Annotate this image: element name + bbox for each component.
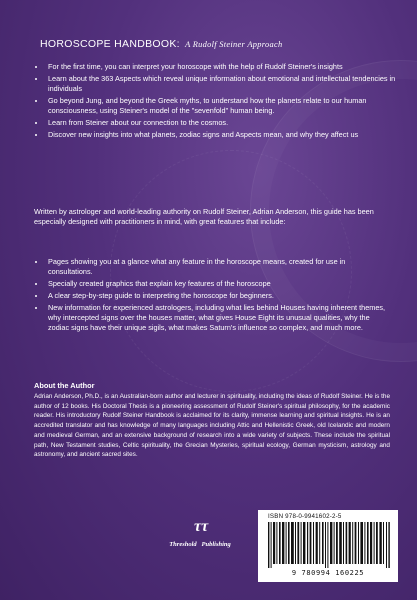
publisher-name — [150, 541, 250, 548]
about-author-body: Adrian Anderson, Ph.D., is an Australian-born author and lecturer in spirituality, including the ideas of Rudolf Steiner. He is the author of 12 books. His Doctoral Thesis is a pioneering assessment of Rudolf Steiner's spiritual philosophy, for the academic reader. His introductory Rudolf Steiner Handbook is acclaimed for its clarity, immense learning and spiritual insights. He is an accredited translator and has knowledge of many languages including Attic and Hellenistic Greek, old Icelandic and modern and medieval German, and an extensive background of research into a wide variety of subjects. These include the spiritual path, New Testament studies, Celtic spirituality, the Grecian Mysteries, spiritual ecology, German mysticism, astrology and astronomy, and ancient sacred sites. — [34, 393, 390, 459]
list-item: • Discover new insights into what planets, zodiac signs and Aspects mean, and why they affect us — [46, 130, 406, 140]
list-item: • New information for experienced astrologers, including what lies behind Houses having inherent themes, why intercepted signs over the houses matter, what gives House Eight its unusual qualities, why the zodiac signs have their unique sigils, what makes Saturn's influence so complex, and much more. — [46, 303, 386, 334]
top-bullet-list — [34, 62, 406, 141]
cover-heading — [40, 38, 282, 50]
intro-paragraph: Written by astrologer and world-leading authority on Rudolf Steiner, Adrian Anderson, this guide has been especially designed with practitioners in mind, with great features that include: — [34, 207, 374, 227]
list-item: • Learn from Steiner about our connection to the cosmos. — [46, 118, 406, 128]
list-item: • Go beyond Jung, and beyond the Greek myths, to understand how the planets relate to our human consciousness, using Steiner's model of the "sevenfold" human being. — [46, 96, 406, 116]
barcode-bars — [268, 522, 390, 568]
features-bullet-list — [34, 257, 386, 335]
isbn-text: ISBN 978-0-9941602-2-5 — [268, 513, 342, 520]
list-item: • Learn about the 363 Aspects which reveal unique information about emotional and intellectual tendencies in individuals — [46, 74, 406, 94]
list-item: • Specially created graphics that explain key features of the horoscope — [46, 279, 386, 289]
book-title: HOROSCOPE HANDBOOK: — [40, 38, 180, 50]
list-item: • A clear step-by-step guide to interpreting the horoscope for beginners. — [46, 291, 386, 301]
list-item: • Pages showing you at a glance what any feature in the horoscope means, created for use in consultations. — [46, 257, 386, 277]
svg-text:ττ: ττ — [194, 518, 209, 535]
list-item: • For the first time, you can interpret your horoscope with the help of Rudolf Steiner's insights — [46, 62, 406, 72]
publisher-line-2: Publishing — [201, 541, 231, 548]
about-author-heading: About the Author — [34, 381, 95, 390]
publisher-line-1: Threshold — [169, 541, 197, 548]
book-subtitle: A Rudolf Steiner Approach — [185, 40, 283, 49]
ean-number: 9 780994 160225 — [291, 569, 365, 577]
